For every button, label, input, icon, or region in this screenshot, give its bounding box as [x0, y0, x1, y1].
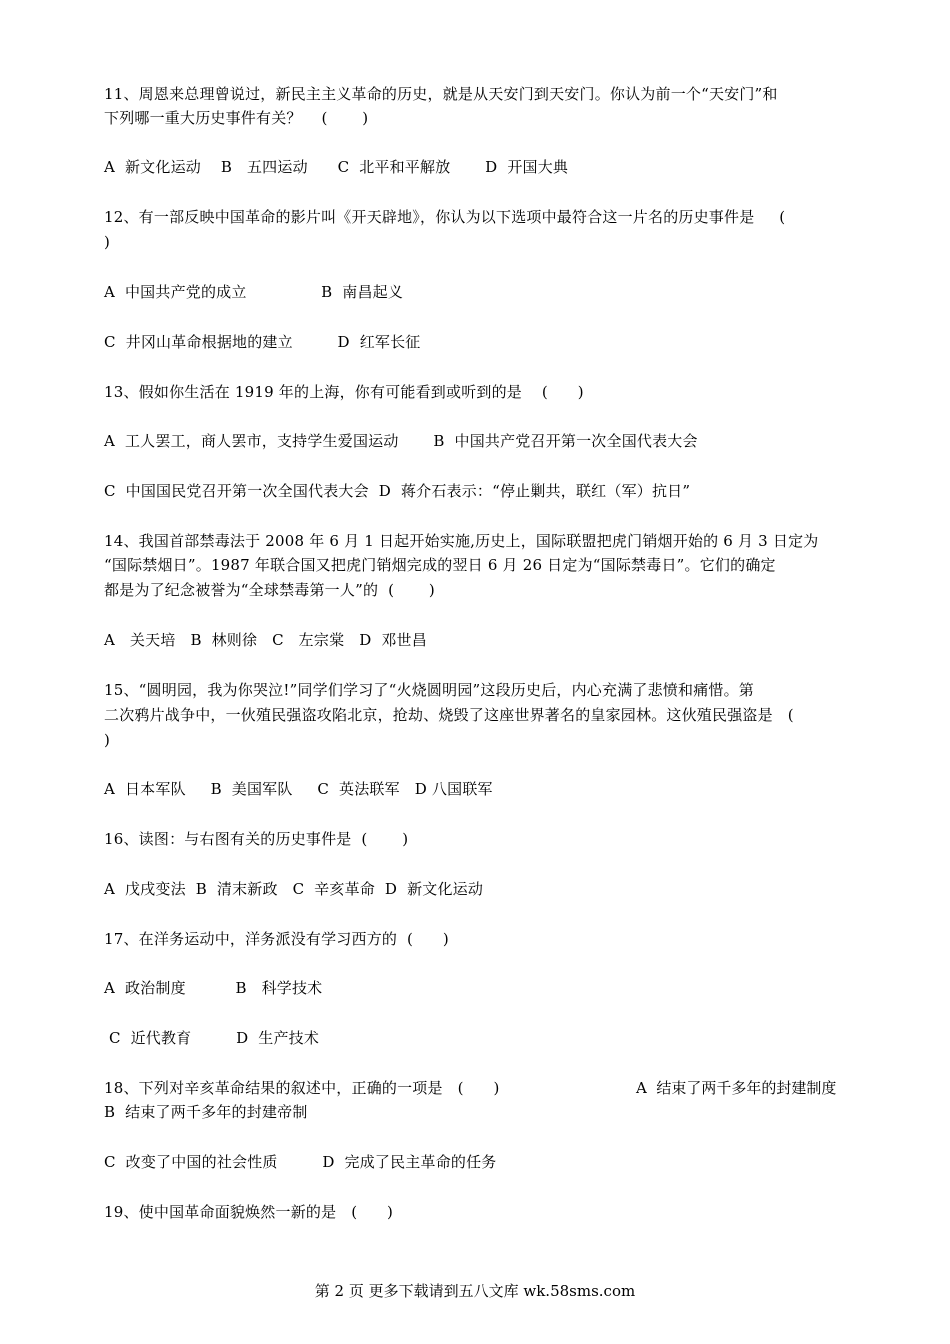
- question-15-line-1: 15、“圆明园，我为你哭泣!”同学们学习了“火烧圆明园”这段历史后，内心充满了悲愤和痛惜。第: [104, 681, 754, 699]
- question-14-options: A 关天培 B 林则徐 C 左宗棠 D 邓世昌: [104, 631, 427, 649]
- question-13-options-2: C 中国国民党召开第一次全国代表大会 D 蒋介石表示：“停止剿共，联红（军）抗日”: [104, 482, 691, 500]
- question-17-options-1: A 政治制度 B 科学技术: [104, 979, 323, 997]
- question-16-options: A 戊戌变法 B 清末新政 C 辛亥革命 D 新文化运动: [104, 880, 484, 898]
- question-15-line-3: ): [104, 731, 111, 749]
- question-14-line-2: “国际禁烟日”。1987 年联合国又把虎门销烟完成的翌日 6 月 26 日定为“国际禁毒日”。它们的确定: [104, 556, 776, 574]
- question-12-options-1: A 中国共产党的成立 B 南昌起义: [104, 283, 404, 301]
- question-14-line-1: 14、我国首部禁毒法于 2008 年 6 月 1 日起开始实施,历史上，国际联盟把虎门销烟开始的 6 月 3 日定为: [104, 532, 819, 550]
- question-12-line-1: 12、有一部反映中国革命的影片叫《开天辟地》，你认为以下选项中最符合这一片名的历史事件是 (: [104, 208, 786, 226]
- question-13-options-1: A 工人罢工，商人罢市，支持学生爱国运动 B 中国共产党召开第一次全国代表大会: [104, 432, 698, 450]
- question-11-line-2: 下列哪一重大历史事件有关？ ( ): [104, 109, 369, 127]
- question-19-line-1: 19、使中国革命面貌焕然一新的是 ( ): [104, 1203, 394, 1221]
- question-18-option-a: A 结束了两千多年的封建制度: [636, 1079, 837, 1097]
- question-15-line-2: 二次鸦片战争中，一伙殖民强盗攻陷北京，抢劫、烧毁了这座世界著名的皇家园林。这伙殖民强盗是 (: [104, 706, 794, 724]
- question-12-options-2: C 井冈山革命根据地的建立 D 红军长征: [104, 333, 421, 351]
- question-15-options: A 日本军队 B 美国军队 C 英法联军 D 八国联军: [104, 780, 493, 798]
- question-13-line-1: 13、假如你生活在 1919 年的上海，你有可能看到或听到的是 ( ): [104, 383, 584, 401]
- question-18-options-2: C 改变了中国的社会性质 D 完成了民主革命的任务: [104, 1153, 497, 1171]
- question-11-options: A 新文化运动 B 五四运动 C 北平和平解放 D 开国大典: [104, 158, 569, 176]
- page-footer: 第 2 页 更多下载请到五八文库 wk.58sms.com: [314, 1282, 636, 1300]
- question-18-option-b: B 结束了两千多年的封建帝制: [104, 1103, 308, 1121]
- question-12-line-2: ): [104, 233, 111, 251]
- question-18-line-1: 18、下列对辛亥革命结果的叙述中，正确的一项是 ( ): [104, 1079, 500, 1097]
- question-17-options-2: C 近代教育 D 生产技术: [104, 1029, 320, 1047]
- question-14-line-3: 都是为了纪念被誉为“全球禁毒第一人”的 ( ): [104, 581, 435, 599]
- question-16-line-1: 16、读图：与右图有关的历史事件是 ( ): [104, 830, 409, 848]
- question-11-line-1: 11、周恩来总理曾说过，新民主主义革命的历史，就是从天安门到天安门。你认为前一个“天安门”和: [104, 85, 778, 103]
- question-17-line-1: 17、在洋务运动中，洋务派没有学习西方的 ( ): [104, 930, 449, 948]
